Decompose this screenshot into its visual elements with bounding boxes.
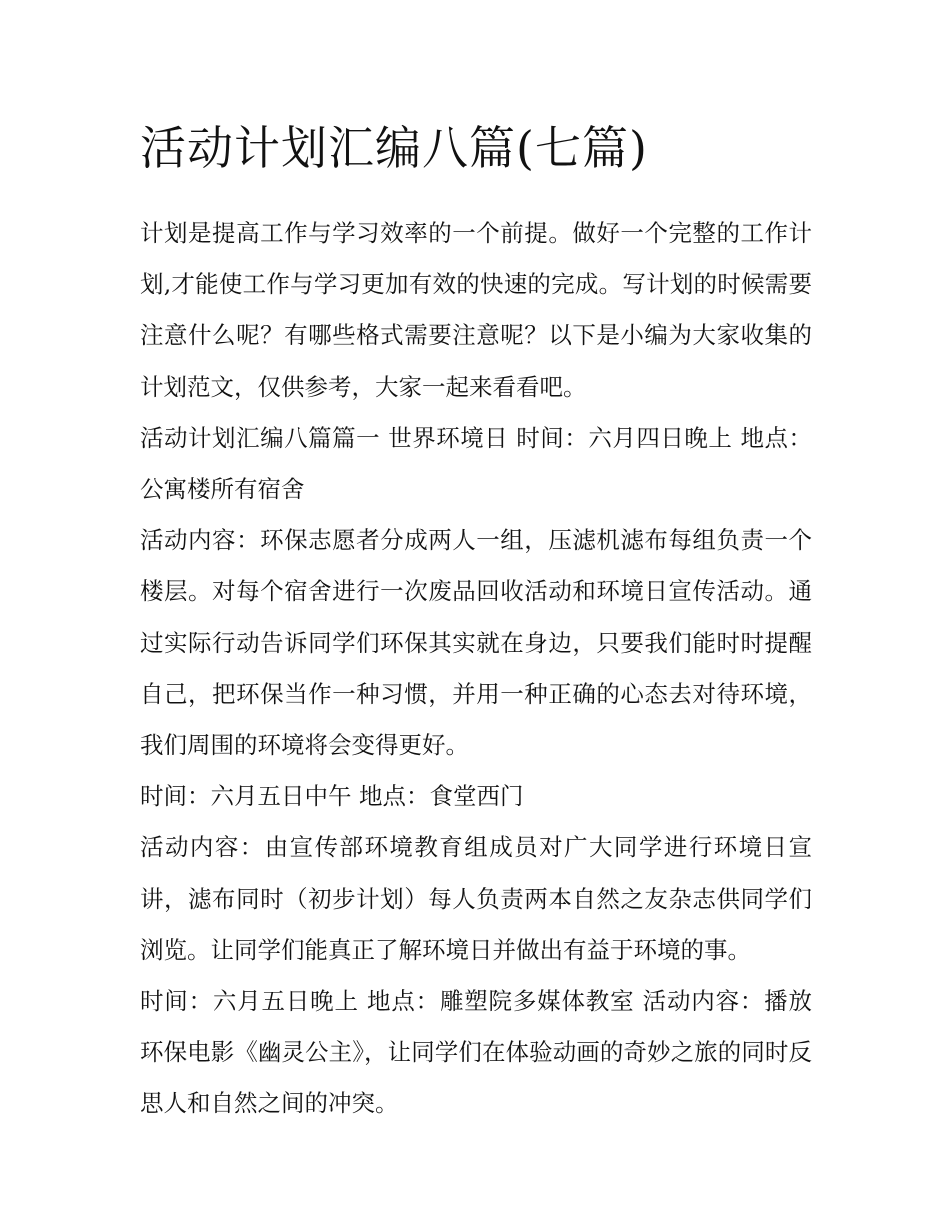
event-2-header: 时间：六月五日中午 地点：食堂西门 xyxy=(140,782,524,811)
event-3-paragraph: 时间：六月五日晚上 地点：雕塑院多媒体教室 活动内容：播放环保电影《幽灵公主》，让同学们在体验动画的奇妙之旅的同时反思人和自然之间的冲突。 xyxy=(140,987,812,1118)
document-page xyxy=(140,112,812,1130)
event-1-header: 活动计划汇编八篇篇一 世界环境日 时间：六月四日晚上 地点：公寓楼所有宿舍 xyxy=(140,423,812,504)
intro-paragraph: 计划是提高工作与学习效率的一个前提。做好一个完整的工作计划,才能使工作与学习更加有效的快速的完成。写计划的时候需要注意什么呢？有哪些格式需要注意呢？以下是小编为大家收集的计划范文，仅供参考，大家一起来看看吧。 xyxy=(140,219,812,401)
event-2-content: 活动内容：由宣传部环境教育组成员对广大同学进行环境日宣讲，滤布同时（初步计划）每人负责两本自然之友杂志供同学们浏览。让同学们能真正了解环境日并做出有益于环境的事。 xyxy=(140,833,812,964)
document-title: 活动计划汇编八篇(七篇) xyxy=(140,121,648,175)
event-1-content: 活动内容：环保志愿者分成两人一组，压滤机滤布每组负责一个楼层。对每个宿舍进行一次废品回收活动和环境日宣传活动。通过实际行动告诉同学们环保其实就在身边，只要我们能时时提醒自己，把环保当作一种习惯，并用一种正确的心态去对待环境，我们周围的环境将会变得更好。 xyxy=(140,526,812,760)
